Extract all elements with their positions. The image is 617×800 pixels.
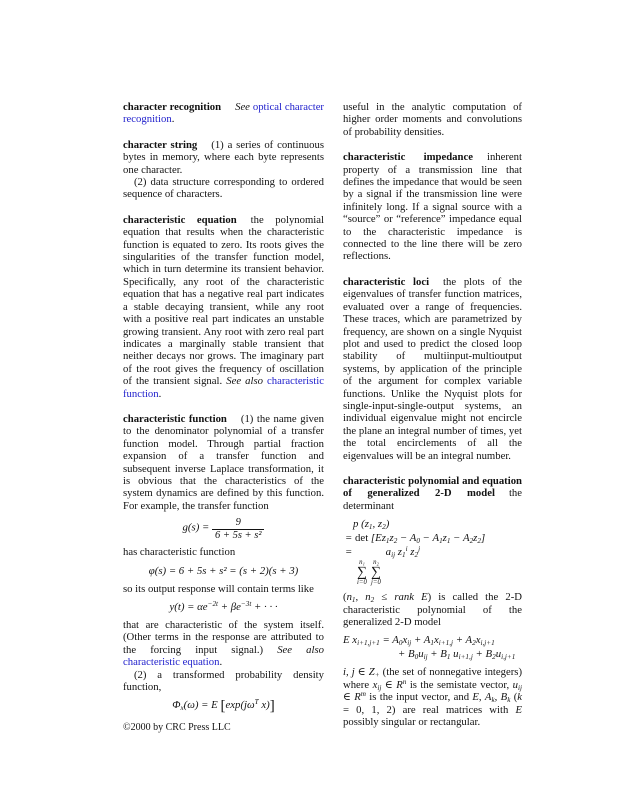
entry-paragraph — [343, 475, 522, 512]
text-segment: $u_{ij}$ — [512, 678, 522, 692]
text-segment: rank E — [394, 591, 428, 604]
dictionary-entry — [343, 101, 522, 138]
summation-symbol — [371, 559, 381, 586]
dictionary-entry — [123, 101, 324, 126]
sigma-glyph: ∑ — [370, 565, 381, 581]
text-segment: $R^m$ — [354, 690, 366, 704]
entry-term: characteristic polynomial and equation of generalized 2-D model — [343, 474, 522, 500]
entry-paragraph — [123, 669, 324, 694]
entry-term: character recognition — [123, 101, 222, 113]
math-token: , $z_2$ — [372, 518, 386, 532]
math-token: $z_2$ — [473, 532, 481, 546]
text-segment: ≤ — [374, 591, 395, 604]
fraction-denominator: 6 + 5s + s² — [212, 529, 265, 542]
entry-paragraph — [123, 583, 324, 595]
cross-reference-link[interactable]: characteristic equation — [123, 656, 220, 669]
entry-term: characteristic loci — [343, 275, 430, 288]
text-segment: k — [517, 691, 523, 704]
math-token: − $A_2$ — [450, 532, 474, 546]
text-segment: i, j — [343, 666, 355, 679]
entry-paragraph — [123, 214, 324, 400]
math-token: + $B_1$ — [427, 648, 451, 662]
math-formula — [123, 600, 324, 614]
text-segment: See also — [226, 375, 263, 388]
math-formula — [123, 517, 324, 541]
text-segment: is the semistate vector, — [406, 678, 513, 691]
text-segment: . — [171, 113, 175, 126]
math-token: $u_{ij}$ — [418, 648, 428, 662]
math-token: ) — [385, 518, 390, 531]
math-token: + $A_1$ — [411, 634, 434, 648]
entry-paragraph — [343, 666, 522, 728]
entry-term: character string — [123, 138, 198, 151]
math-token: g(s) = — [182, 521, 212, 534]
math-formula — [343, 517, 522, 586]
math-row — [343, 633, 522, 647]
text-segment: inherent property of a transmission line that defines the impedance that would be seen by a signal if the transmission line were infinitely long. If a signal source with a “source” or “reference” impedance equal to the characteristic impedance is connected to the line there will be zero reflections. — [343, 151, 522, 263]
text-segment: possibly singular or rectangular. — [343, 716, 481, 729]
math-token: $u_{i+1,j}$ — [450, 648, 473, 662]
entry-paragraph — [123, 101, 324, 126]
entry-paragraph — [123, 619, 324, 669]
math-row — [343, 531, 522, 545]
text-segment: (2) data structure corresponding to ordered sequence of characters. — [123, 176, 324, 201]
math-token: det — [355, 532, 369, 545]
text-segment: useful in the analytic computation of higher order moments and convolutions of probability densities. — [343, 101, 522, 138]
text-segment: has characteristic function — [123, 546, 236, 559]
text-segment: ( — [510, 691, 518, 704]
math-token: $x_{ij}$ — [402, 634, 412, 648]
text-segment: the polynomial equation that results when the characteristic function is equated to zero. Its roots gives the singularities of the transfer function model, which in turn determine its transient behavior. Specifically, any root of the characteristic equation that has a negative real part indicates a stable decaying transient, while any root with a positive real part indicates an unstable growing transient. Any root with zero real part indicates a marginally stable transient that neither decays nor grows. The imaginary part of the root gives the frequency of oscillation of the transient signal. — [123, 213, 324, 388]
math-row — [123, 517, 324, 541]
math-row — [123, 600, 324, 614]
math-row — [343, 517, 522, 531]
math-token: φ(s) = 6 + 5s + s² = (s + 2)(s + 3) — [148, 564, 299, 577]
math-formula — [123, 698, 324, 713]
math-token: + $A_2$ — [453, 634, 476, 648]
dictionary-entry — [123, 214, 324, 400]
text-segment: (2) a transformed probability density function, — [123, 668, 324, 694]
text-segment: ∈ — [354, 666, 369, 679]
text-segment: E — [515, 703, 522, 716]
math-row — [123, 698, 324, 713]
text-segment: $Z_+$ — [368, 666, 380, 680]
math-token: [$Ez_1$ — [368, 532, 390, 546]
math-formula — [123, 564, 324, 578]
text-segment: (1) a series of continuous bytes in memory, where each byte represents one character. — [123, 138, 324, 176]
summation-lower-limit: j=0 — [371, 579, 381, 587]
text-segment: , — [494, 691, 501, 704]
left-column — [123, 101, 324, 741]
math-row — [343, 545, 522, 586]
text-segment: $B_k$ — [500, 691, 511, 705]
big-bracket: ] — [269, 698, 275, 715]
math-token: ] — [480, 532, 486, 545]
text-segment: , — [355, 591, 366, 604]
math-token: + · · · — [251, 601, 278, 613]
text-segment: = 0, 1, 2) are real matrices with — [343, 703, 516, 716]
text-segment: . — [219, 656, 223, 669]
math-token: (ω) = E — [183, 699, 221, 712]
summation-lower-limit: i=0 — [357, 579, 367, 587]
text-segment: ∈ — [381, 678, 397, 691]
dictionary-entry — [343, 151, 522, 263]
entry-paragraph — [343, 591, 522, 628]
math-token: E $x_{i+1,j+1}$ — [343, 634, 380, 648]
entry-paragraph — [343, 101, 522, 138]
entry-paragraph — [123, 413, 324, 512]
fraction — [212, 517, 265, 541]
math-token: = — [345, 546, 355, 559]
text-segment: so its output response will contain terms like — [123, 582, 314, 595]
text-segment: , — [478, 691, 485, 704]
entry-paragraph — [123, 546, 324, 558]
math-formula — [343, 633, 522, 661]
entry-paragraph — [123, 176, 324, 201]
page-footer: ©2000 by CRC Press LLC — [123, 722, 231, 733]
text-segment: $x_{ij}$ — [372, 678, 382, 692]
math-token: $u_{i,j+1}$ — [495, 648, 516, 662]
math-token: p ($z_1$ — [353, 518, 373, 532]
big-bracket: [ — [220, 698, 226, 715]
text-segment: (1) the name given to the denominator polynomial of a transfer function model. Through partial fraction expansion of a transfer function and subsequent inverse Laplace transformation, it is obvious that the characteristics of the system dynamics are defined by this function. For example, the transfer function — [123, 412, 324, 512]
math-token: + $B_2$ — [472, 648, 496, 662]
math-token: $x_{i,j+1}$ — [475, 634, 495, 648]
page-content — [123, 101, 522, 741]
dictionary-entry — [123, 413, 324, 714]
math-token: $x_{i+1,j}$ — [433, 634, 453, 648]
dictionary-entry — [343, 276, 522, 462]
math-token: = — [345, 532, 355, 545]
text-segment: ) is called the 2-D characteristic polynomial of the generalized 2-D model — [343, 591, 522, 628]
math-token: $z_1^i$ — [395, 545, 408, 560]
text-segment: See also — [277, 643, 324, 656]
text-segment: the determinant — [343, 487, 522, 512]
summation-upper-limit: n₁ — [359, 559, 365, 567]
text-segment: that are characteristic of the system itself. (Other terms in the response are attributed to the forcing input signal.) — [123, 619, 324, 656]
math-token: − $A_0$ — [397, 532, 420, 546]
math-token: + $B_0$ — [398, 648, 419, 662]
math-token: = $A_0$ — [379, 634, 403, 648]
math-token: $\exp(j\omega^T$ — [225, 698, 259, 712]
cross-reference-link[interactable]: characteristic function — [123, 375, 324, 400]
entry-paragraph — [343, 276, 522, 462]
entry-term: characteristic equation — [123, 213, 237, 226]
math-row — [123, 564, 324, 578]
dictionary-entry — [123, 139, 324, 201]
entry-paragraph — [123, 139, 324, 176]
text-segment: . — [158, 387, 162, 400]
entry-term: characteristic function — [123, 412, 227, 425]
math-row — [343, 647, 522, 661]
math-token: $a_{ij}$ — [382, 546, 396, 560]
cross-reference-link[interactable]: optical character recognition — [123, 101, 324, 126]
text-segment: E — [472, 691, 479, 704]
entry-term: characteristic impedance — [343, 151, 473, 164]
text-segment: $R^n$ — [396, 677, 407, 691]
text-segment: the plots of the eigenvalues of transfer function matrices, evaluated over a range of frequencies. These traces, which are parametrized by frequency, are shown on a single Nyquist plot and used to predict the closed loop stability of multiinput-multioutput systems, by application of the principle of the argument for complex variable functions. Unlike the Nyquist plots for single-input-single-output systems, an individual eigenvalue might not encircle the plane an integral number of times, yet the total encirclements of all the eigenvalues will be an integral number. — [343, 275, 522, 462]
summation-upper-limit: n₂ — [373, 559, 379, 567]
dictionary-entry — [343, 475, 522, 728]
math-token: $z_2^j$ — [407, 545, 421, 560]
text-segment: $A_k$ — [484, 691, 495, 705]
text-segment: $n_1$ — [346, 591, 356, 605]
fraction-numerator: 9 — [235, 517, 241, 529]
right-column — [343, 101, 522, 741]
math-token: $\Phi_x$ — [172, 699, 184, 713]
math-token: $y(t) = \alpha e^{-2t}$ — [169, 600, 219, 613]
text-segment: $n_2$ — [365, 591, 375, 605]
summation-symbol — [357, 559, 367, 586]
text-segment: ( — [343, 591, 347, 604]
math-token: $z_2$ — [389, 532, 398, 546]
math-token: $z_1$ — [442, 532, 451, 546]
entry-paragraph — [343, 151, 522, 263]
math-token: x) — [258, 699, 270, 712]
math-token: + $\beta e^{-3t}$ — [218, 600, 252, 613]
sigma-glyph: ∑ — [357, 565, 367, 581]
math-token: − $A_1$ — [419, 532, 443, 546]
text-segment: ∈ — [343, 691, 355, 704]
text-segment: is the input vector, and — [365, 691, 473, 704]
text-segment: See — [235, 101, 253, 113]
text-segment: (the set of nonnegative integers) where — [343, 666, 522, 691]
